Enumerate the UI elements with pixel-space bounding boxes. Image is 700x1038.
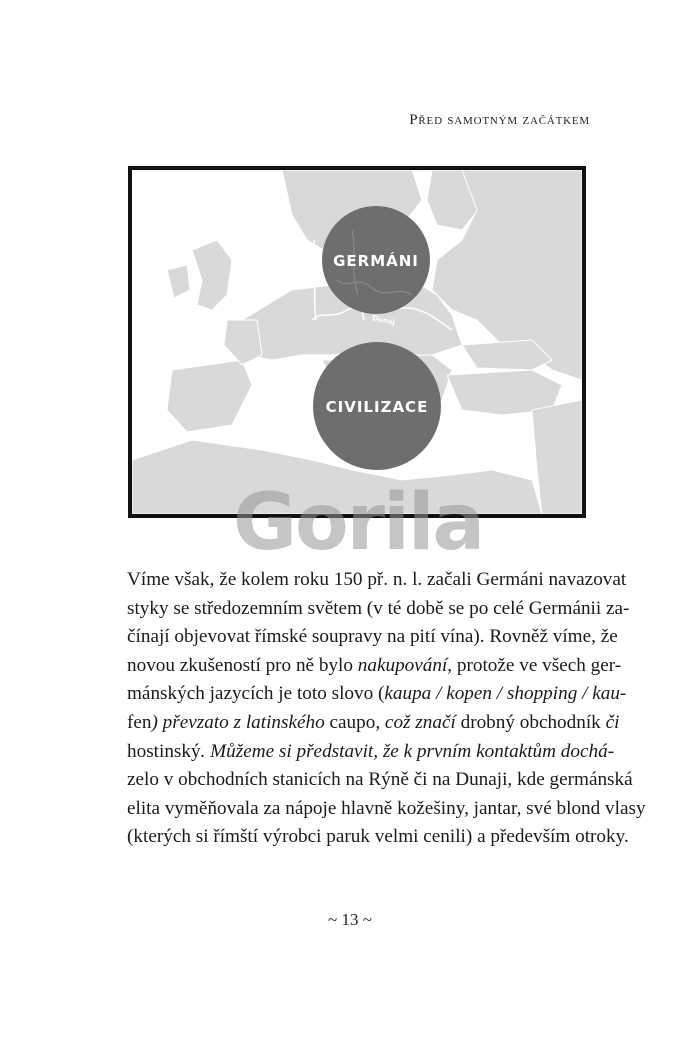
italic-term: či — [600, 711, 620, 733]
text-segment: čínají objevovat římské soupravy na pití vína). Rovněž víme, že — [127, 626, 618, 648]
text-segment: , protože ve všech ger- — [447, 654, 622, 676]
map-figure — [128, 166, 586, 518]
text-segment: drobný obchodník — [460, 711, 601, 733]
italic-term: . Můžeme si představit, že k prvním kontaktům dochá- — [200, 740, 615, 762]
river-label: Dunaj — [371, 314, 396, 327]
page-number: ~ 13 ~ — [328, 910, 372, 929]
text-segment: elita vyměňovala za nápoje hlavně kožešiny, jantar, své blond vlasy — [127, 797, 646, 819]
text-line — [127, 709, 620, 738]
europe-map — [132, 170, 582, 514]
text-line — [127, 738, 615, 767]
text-segment: hostinský — [127, 740, 201, 762]
running-head: Před samotným začátkem — [409, 112, 590, 128]
watermark: Gorila — [233, 478, 484, 568]
italic-term: ) převzato z latinského — [151, 711, 330, 733]
text-line — [127, 566, 627, 595]
italic-term: nakupování — [357, 654, 448, 676]
text-line — [127, 823, 629, 852]
italic-term: , což značí — [375, 711, 461, 733]
text-segment: caupo — [329, 711, 376, 733]
text-line — [127, 652, 622, 681]
text-segment: fen — [127, 711, 152, 733]
text-segment: styky se středozemním světem (v té době se po celé Germánii za- — [127, 597, 630, 619]
text-segment: novou zkušeností pro ně bylo — [127, 654, 358, 676]
germani-label: GERMÁNI — [333, 252, 419, 270]
text-line — [127, 680, 627, 709]
text-segment: zelo v obchodních stanicích na Rýně či na Dunaji, kde germánská — [127, 769, 633, 791]
italic-term: kaupa / kopen / shopping / kau- — [384, 683, 627, 705]
text-line — [127, 595, 630, 624]
text-line — [127, 795, 646, 824]
text-segment: mánských jazycích je toto slovo ( — [127, 683, 385, 705]
text-line — [127, 623, 618, 652]
text-segment: (kterých si římští výrobci paruk velmi cenili) a především otroky. — [127, 826, 629, 848]
text-segment: Víme však, že kolem roku 150 př. n. l. začali Germáni navazovat — [127, 569, 627, 590]
body-paragraph — [127, 566, 646, 852]
civilizace-label: CIVILIZACE — [325, 398, 429, 416]
text-line — [127, 766, 633, 795]
